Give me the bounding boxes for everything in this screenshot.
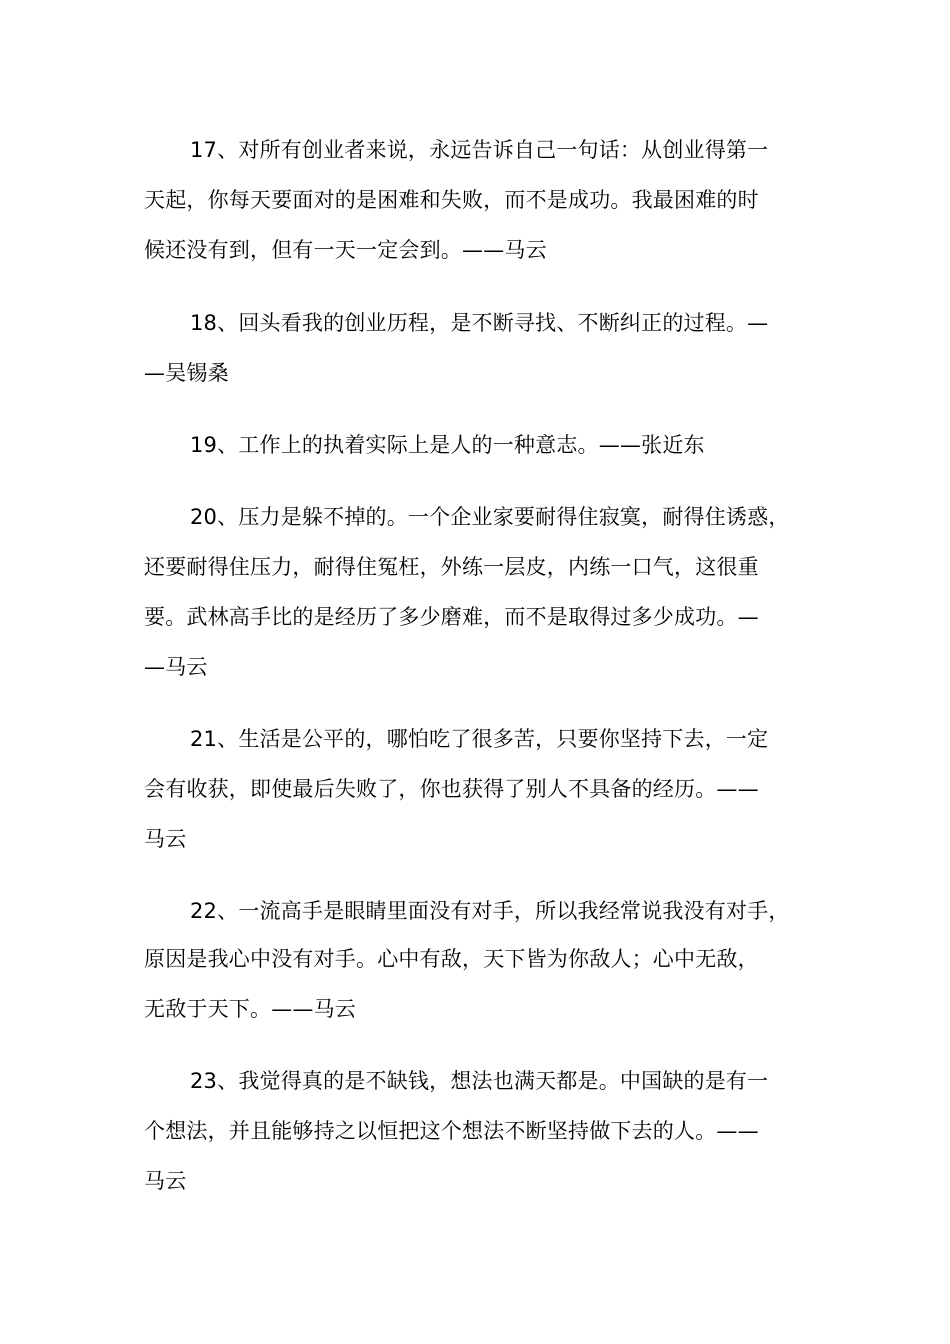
quote-22-line-1: 22、一流高手是眼睛里面没有对手，所以我经常说我没有对手， (190, 899, 790, 923)
quote-17-line-3: 候还没有到，但有一天一定会到。——马云 (144, 238, 547, 262)
quote-23-line-1: 23、我觉得真的是不缺钱，想法也满天都是。中国缺的是有一 (190, 1069, 769, 1093)
quote-20-line-4: —马云 (144, 655, 208, 679)
quote-23-line-3: 马云 (144, 1169, 187, 1193)
quote-21-line-2: 会有收获，即使最后失败了，你也获得了别人不具备的经历。—— (144, 777, 759, 801)
quote-18-line-2: —吴锡桑 (144, 361, 229, 385)
quote-21-line-3: 马云 (144, 827, 187, 851)
quote-20-line-3: 要。武林高手比的是经历了多少磨难，而不是取得过多少成功。— (144, 605, 759, 629)
quote-17-line-1: 17、对所有创业者来说，永远告诉自己一句话：从创业得第一 (190, 138, 769, 162)
quote-21-line-1: 21、生活是公平的，哪怕吃了很多苦，只要你坚持下去，一定 (190, 727, 769, 751)
quote-17-line-2: 天起，你每天要面对的是困难和失败，而不是成功。我最困难的时 (144, 188, 759, 212)
quote-18-line-1: 18、回头看我的创业历程，是不断寻找、不断纠正的过程。— (190, 311, 769, 335)
quote-22-line-2: 原因是我心中没有对手。心中有敌，天下皆为你敌人；心中无敌， (144, 947, 759, 971)
quote-20-line-1: 20、压力是躲不掉的。一个企业家要耐得住寂寞，耐得住诱惑， (190, 505, 790, 529)
quote-20-line-2: 还要耐得住压力，耐得住冤枉，外练一层皮，内练一口气，这很重 (144, 555, 759, 579)
quote-19-line-1: 19、工作上的执着实际上是人的一种意志。——张近东 (190, 433, 705, 457)
quote-23-line-2: 个想法，并且能够持之以恒把这个想法不断坚持做下去的人。—— (144, 1119, 759, 1143)
quote-22-line-3: 无敌于天下。——马云 (144, 997, 356, 1021)
